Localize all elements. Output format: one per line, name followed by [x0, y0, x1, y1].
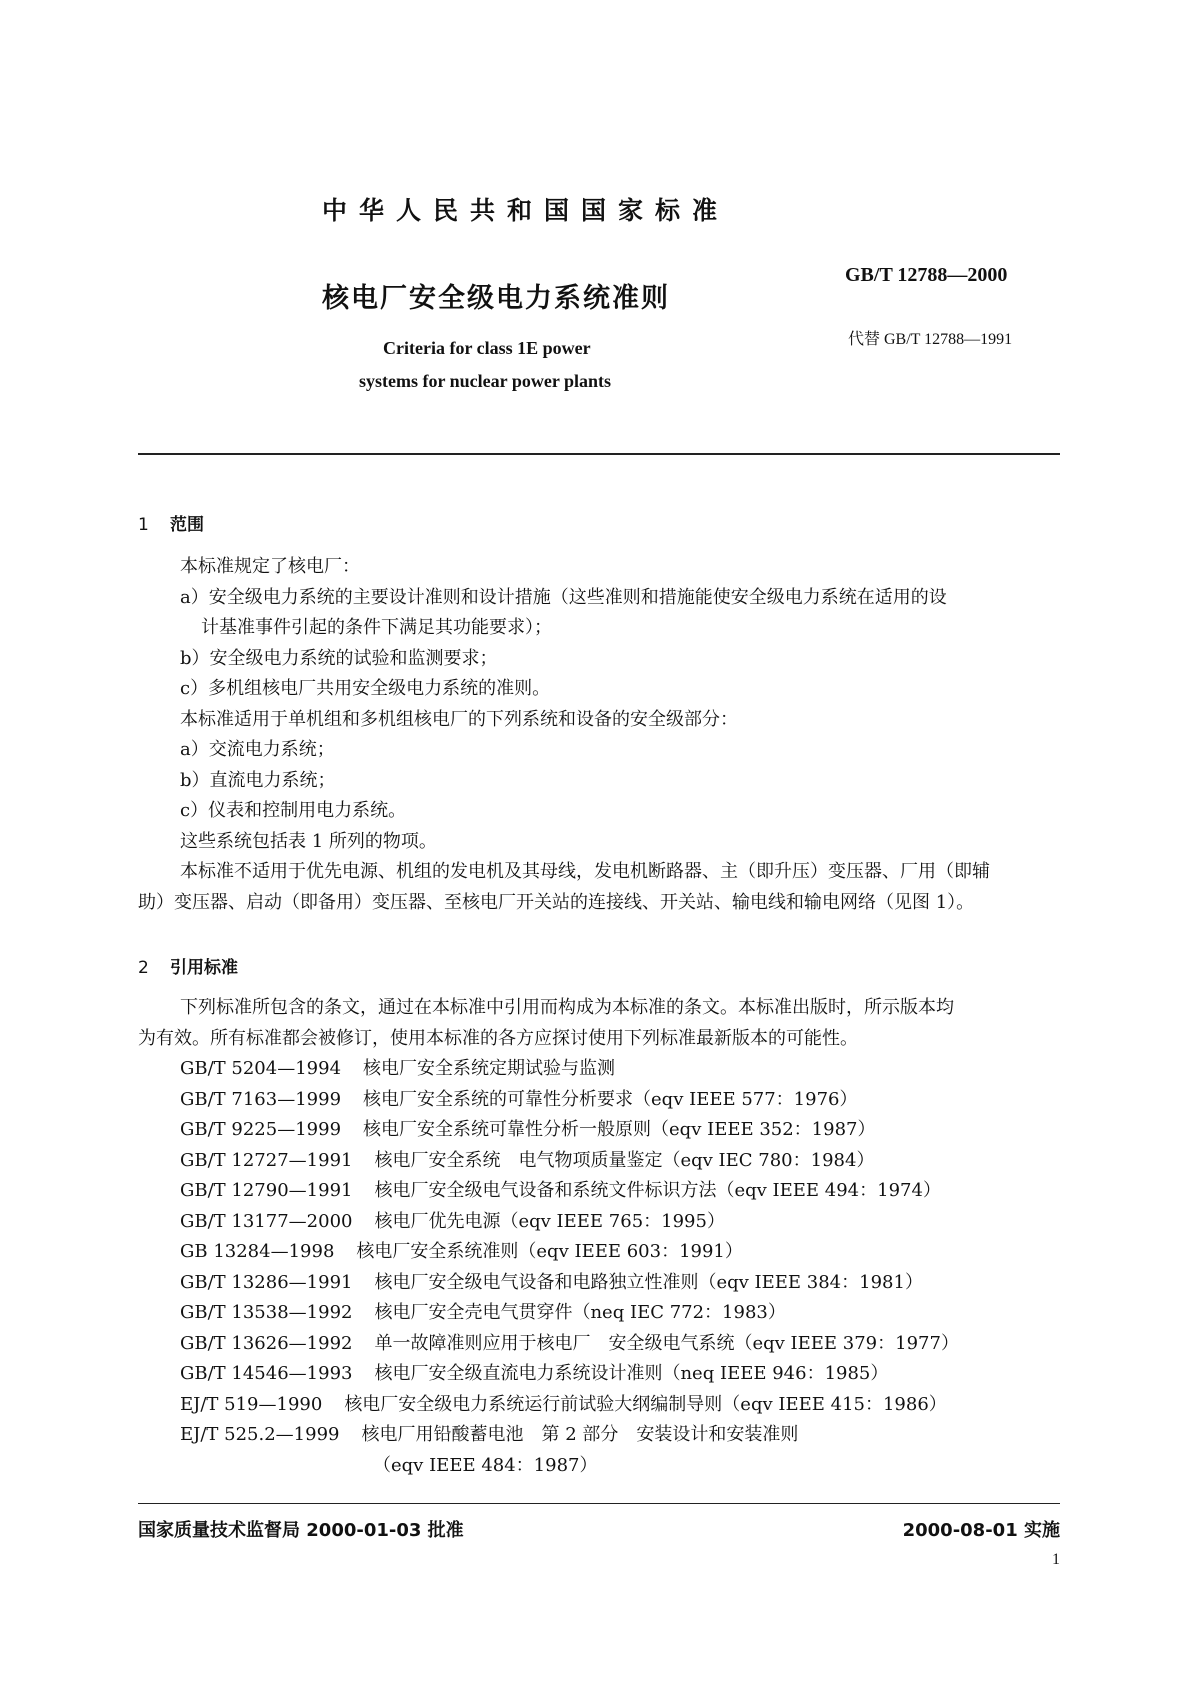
- reference-item: [138, 1207, 1060, 1238]
- reference-item: [138, 1329, 1060, 1360]
- implementation-date: 2000-08-01 实施: [902, 1520, 1060, 1541]
- paragraph-line: 本标准适用于单机组和多机组核电厂的下列系统和设备的安全级部分：: [180, 708, 738, 730]
- reference-code: GB/T 13626—1992: [180, 1332, 353, 1354]
- reference-title: 核电厂安全级电气设备和电路独立性准则（eqv IEEE 384：1981）: [374, 1271, 923, 1293]
- reference-title: 核电厂安全系统定期试验与监测: [363, 1058, 616, 1079]
- reference-code: GB/T 7163—1999: [180, 1088, 342, 1110]
- paragraph-line: 计基准事件引起的条件下满足其功能要求）；: [201, 617, 552, 638]
- reference-code: EJ/T 519—1990: [180, 1393, 323, 1415]
- document-title-en-line2: systems for nuclear power plants: [359, 371, 611, 391]
- page-number: 1: [1052, 1551, 1060, 1568]
- reference-item: [138, 1176, 1060, 1207]
- reference-item: [138, 1298, 1060, 1329]
- paragraph-line: 为有效。所有标准都会被修订，使用本标准的各方应探讨使用下列标准最新版本的可能性。: [138, 1027, 858, 1049]
- reference-title: 核电厂安全壳电气贯穿件（neq IEC 772：1983）: [374, 1302, 786, 1323]
- reference-title: 核电厂优先电源（eqv IEEE 765：1995）: [374, 1210, 725, 1232]
- paragraph-line: b）直流电力系统；: [180, 769, 336, 791]
- paragraph-line: 本标准不适用于优先电源、机组的发电机及其母线，发电机断路器、主（即升压）变压器、厂用（即辅: [180, 861, 990, 882]
- approval-statement: 国家质量技术监督局 2000-01-03 批准: [138, 1520, 464, 1541]
- paragraph-line: 下列标准所包含的条文，通过在本标准中引用而构成为本标准的条文。本标准出版时，所示版本均: [180, 997, 954, 1018]
- reference-item: [138, 1085, 1060, 1116]
- reference-code: GB/T 9225—1999: [180, 1119, 342, 1140]
- reference-title: 核电厂用铅酸蓄电池 第 2 部分 安装设计和安装准则: [361, 1424, 799, 1445]
- reference-code: GB/T 14546—1993: [180, 1363, 353, 1384]
- section-number: 1: [138, 515, 149, 535]
- replaced-standard: 代替 GB/T 12788—1991: [848, 331, 1013, 348]
- reference-code: GB/T 13177—2000: [180, 1210, 353, 1232]
- paragraph-line: b）安全级电力系统的试验和监测要求；: [180, 647, 498, 669]
- paragraph-line: 这些系统包括表 1 所列的物项。: [180, 830, 437, 852]
- reference-item: [138, 1146, 1060, 1177]
- reference-title: 核电厂安全系统 电气物项质量鉴定（eqv IEC 780：1984）: [374, 1149, 875, 1171]
- paragraph-line: c）多机组核电厂共用安全级电力系统的准则。: [180, 678, 551, 699]
- reference-continuation: （eqv IEEE 484：1987）: [373, 1454, 598, 1476]
- reference-code: EJ/T 525.2—1999: [180, 1424, 340, 1445]
- reference-title: 单一故障准则应用于核电厂 安全级电气系统（eqv IEEE 379：1977）: [374, 1332, 959, 1354]
- paragraph-line: c）仪表和控制用电力系统。: [180, 800, 407, 821]
- reference-code: GB/T 13538—1992: [180, 1302, 353, 1323]
- reference-code: GB 13284—1998: [180, 1241, 335, 1262]
- paragraph-line: 本标准规定了核电厂：: [180, 556, 360, 577]
- national-standard-heading: 中华人民共和国国家标准: [322, 196, 730, 225]
- reference-title: 核电厂安全系统准则（eqv IEEE 603：1991）: [356, 1241, 743, 1262]
- reference-item: [138, 1115, 1060, 1146]
- reference-item: [138, 1268, 1060, 1299]
- paragraph-line: 助）变压器、启动（即备用）变压器、至核电厂开关站的连接线、开关站、输电线和输电网络（见图 1）。: [138, 891, 975, 913]
- reference-item: [138, 1054, 1060, 1085]
- reference-item: [138, 1237, 1060, 1268]
- footer-divider: [138, 1503, 1060, 1504]
- reference-title: 核电厂安全级直流电力系统设计准则（neq IEEE 946：1985）: [374, 1363, 889, 1384]
- section-title: 范围: [170, 515, 204, 535]
- section-heading-scope: [138, 510, 204, 535]
- reference-title: 核电厂安全级电力系统运行前试验大纲编制导则（eqv IEEE 415：1986）: [344, 1393, 947, 1415]
- references-intro: [138, 993, 1060, 1054]
- reference-title: 核电厂安全级电气设备和系统文件标识方法（eqv IEEE 494：1974）: [374, 1180, 941, 1201]
- scope-section-body: [138, 552, 1060, 918]
- reference-code: GB/T 5204—1994: [180, 1058, 342, 1079]
- paragraph-line: a）安全级电力系统的主要设计准则和设计措施（这些准则和措施能使安全级电力系统在适用的设: [180, 586, 947, 608]
- reference-title: 核电厂安全系统的可靠性分析要求（eqv IEEE 577：1976）: [363, 1088, 858, 1110]
- section-title: 引用标准: [170, 958, 238, 978]
- references-list: [138, 1054, 1060, 1451]
- section-heading-references: [138, 953, 238, 978]
- document-title-en-line1: Criteria for class 1E power: [383, 338, 591, 358]
- reference-code: GB/T 12727—1991: [180, 1149, 353, 1171]
- document-title-zh: 核电厂安全级电力系统准则: [322, 283, 670, 314]
- references-section-body: [138, 993, 1060, 1481]
- reference-item: [138, 1359, 1060, 1390]
- reference-code: GB/T 13286—1991: [180, 1271, 353, 1293]
- reference-item: [138, 1420, 1060, 1451]
- section-number: 2: [138, 958, 149, 978]
- reference-code: GB/T 12790—1991: [180, 1180, 353, 1201]
- header-divider: [138, 453, 1060, 455]
- reference-item: [138, 1390, 1060, 1421]
- standard-code: GB/T 12788—2000: [845, 264, 1008, 286]
- paragraph-line: a）交流电力系统；: [180, 739, 335, 760]
- reference-title: 核电厂安全系统可靠性分析一般原则（eqv IEEE 352：1987）: [363, 1119, 876, 1140]
